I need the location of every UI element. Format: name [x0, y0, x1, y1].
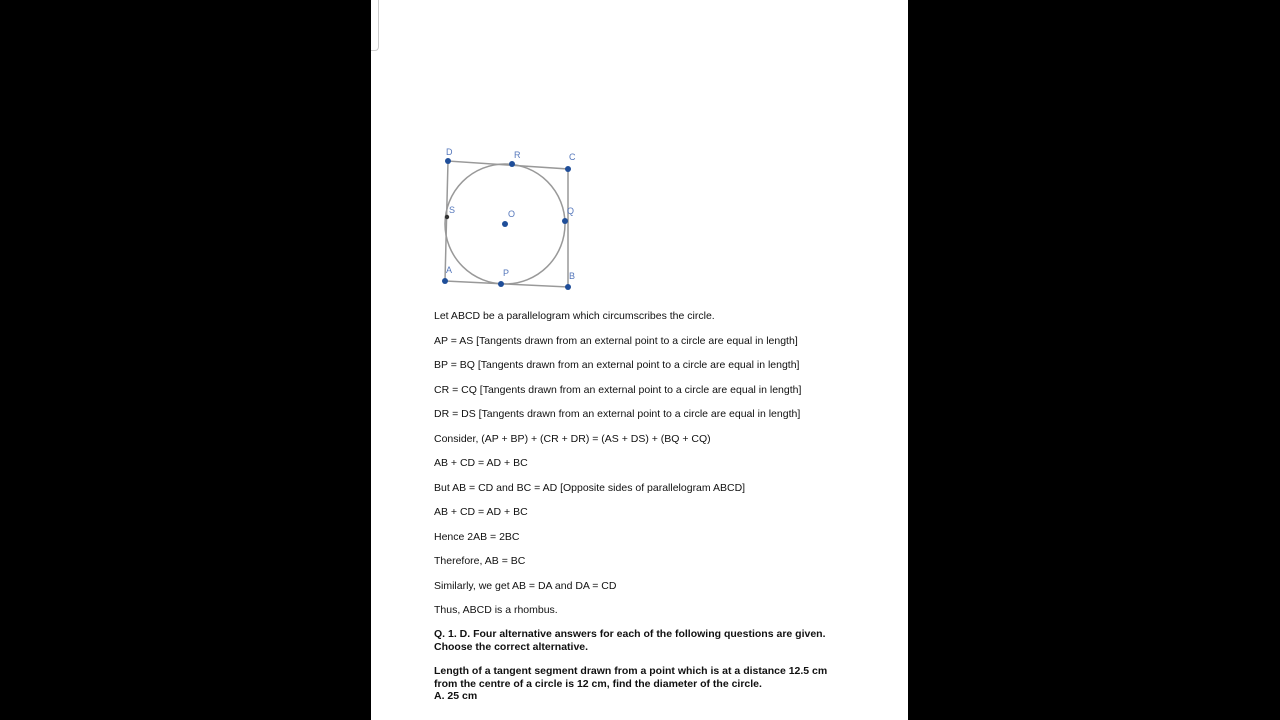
point-b: [565, 284, 571, 290]
proof-line: DR = DS [Tangents drawn from an external point to a circle are equal in length]: [434, 408, 801, 420]
proof-line: Similarly, we get AB = DA and DA = CD: [434, 579, 617, 592]
proof-line: AP = AS [Tangents drawn from an external point to a circle are equal in length]: [434, 334, 798, 347]
label-d: D: [446, 147, 453, 157]
proof-line: CR = CQ [Tangents drawn from an external point to a circle are equal in length]: [434, 383, 802, 396]
proof-line: Let ABCD be a parallelogram which circumscribes the circle.: [434, 310, 715, 322]
proof-line: Thus, ABCD is a rhombus.: [434, 604, 558, 616]
question-text-2: from the centre of a circle is 12 cm, find the diameter of the circle.: [434, 678, 762, 690]
point-d: [445, 158, 451, 164]
label-r: R: [514, 150, 521, 160]
proof-line: BP = BQ [Tangents drawn from an external point to a circle are equal in length]: [434, 359, 800, 371]
proof-line: AB + CD = AD + BC: [434, 457, 528, 469]
proof-line: Hence 2AB = 2BC: [434, 530, 520, 543]
label-p: P: [503, 268, 510, 278]
point-a: [442, 278, 448, 284]
label-a: A: [446, 265, 453, 275]
option-a: A. 25 cm: [434, 690, 478, 702]
label-b: B: [569, 271, 576, 281]
label-s: S: [449, 205, 456, 215]
label-c: C: [569, 152, 576, 162]
proof-line: Therefore, AB = BC: [434, 555, 526, 567]
point-r: [509, 161, 515, 167]
proof-line: AB + CD = AD + BC: [434, 506, 528, 518]
label-q: Q: [567, 206, 575, 216]
question-heading-1: Q. 1. D. Four alternative answers for each of the following questions are given.: [434, 628, 826, 640]
proof-line: But AB = CD and BC = AD [Opposite sides of parallelogram ABCD]: [434, 481, 746, 494]
question-text-1: Length of a tangent segment drawn from a point which is at a distance 12.5 cm: [434, 665, 828, 677]
point-c: [565, 166, 571, 172]
point-q: [562, 218, 568, 224]
point-o: [502, 221, 508, 227]
proof-line: Consider, (AP + BP) + (CR + DR) = (AS + DS) + (BQ + CQ): [434, 432, 711, 445]
label-o: O: [508, 209, 516, 219]
question-heading-2: Choose the correct alternative.: [434, 641, 589, 653]
point-p: [498, 281, 504, 287]
point-s: [445, 215, 449, 219]
